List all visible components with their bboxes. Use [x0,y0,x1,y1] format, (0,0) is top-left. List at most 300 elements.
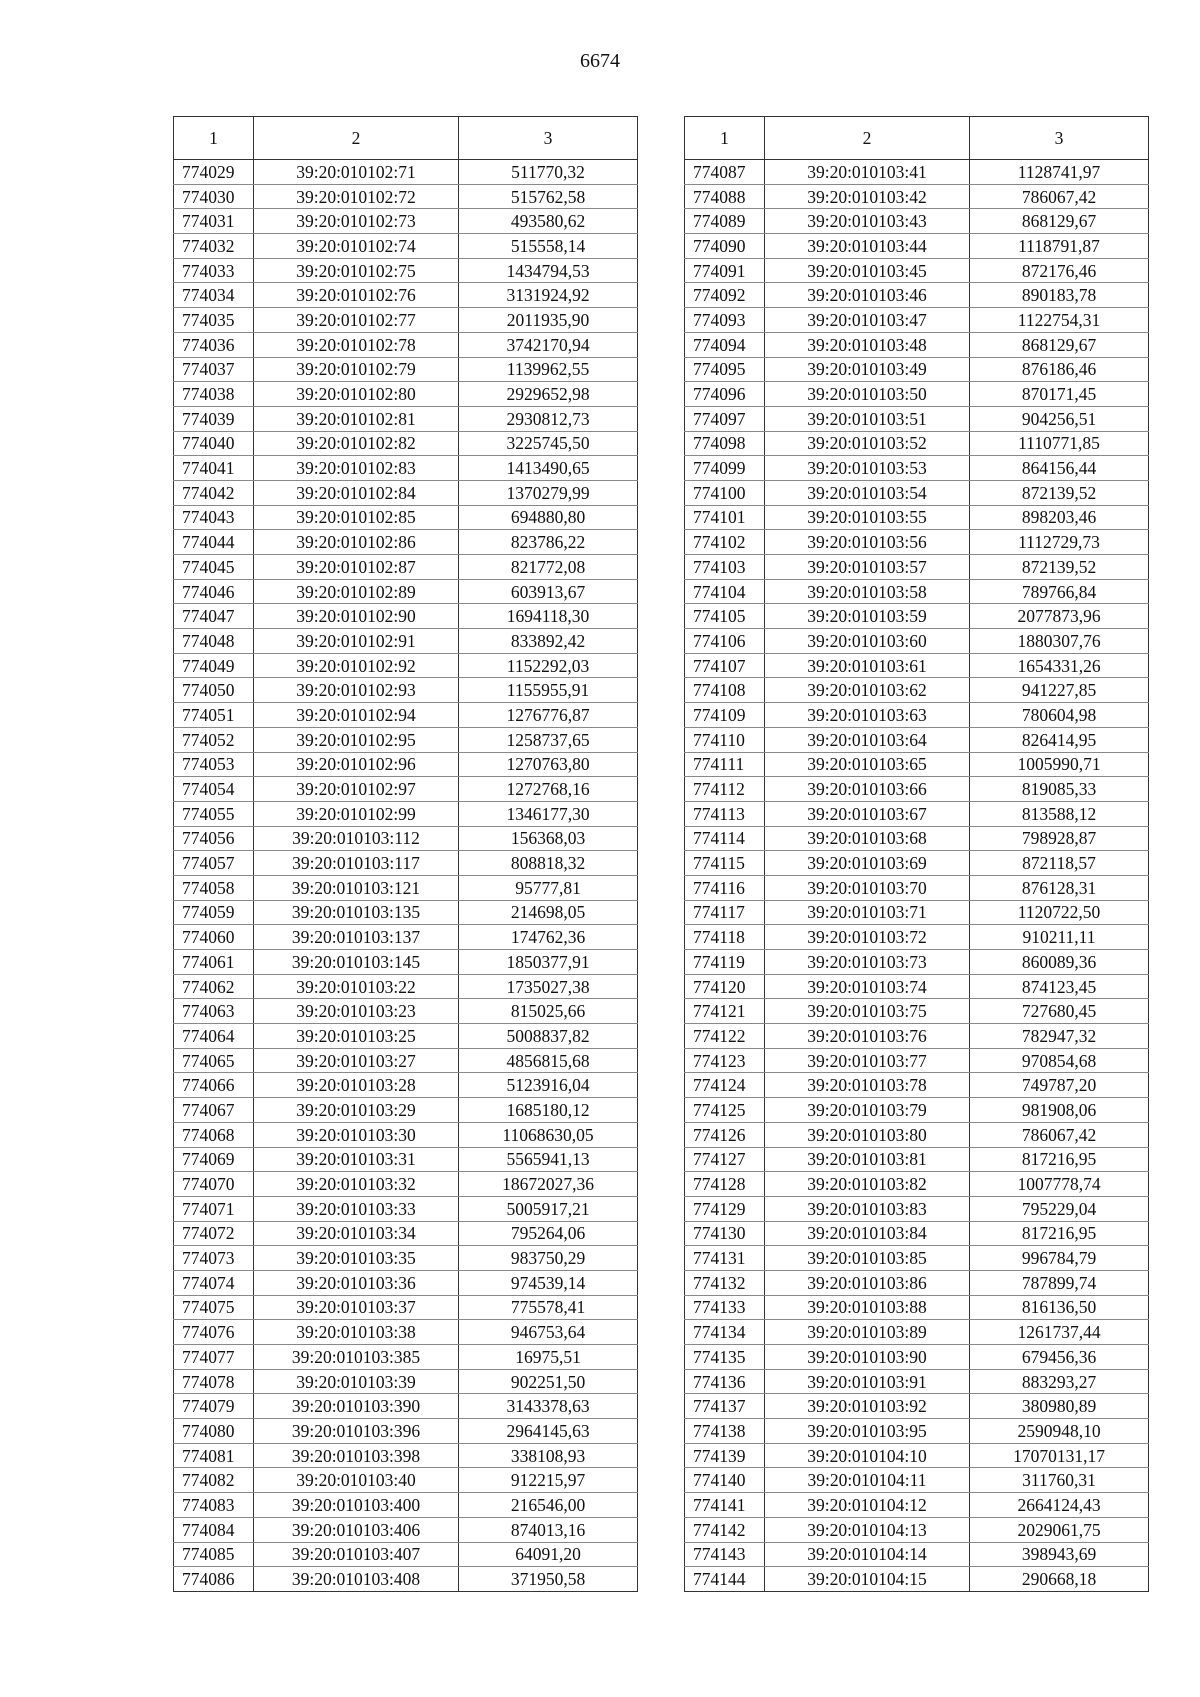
cadastral-number-cell: 39:20:010103:77 [765,1048,970,1073]
record-number-cell: 774051 [174,703,254,728]
table-row [174,1345,638,1370]
table-row [174,777,638,802]
record-number-cell: 774127 [685,1147,765,1172]
table-row [685,1221,1149,1246]
record-number-cell: 774115 [685,851,765,876]
column-header-2: 2 [765,117,970,160]
record-number-cell: 774096 [685,382,765,407]
table-row [174,579,638,604]
cadastral-number-cell: 39:20:010103:62 [765,678,970,703]
record-number-cell: 774069 [174,1147,254,1172]
cadastral-number-cell: 39:20:010103:79 [765,1098,970,1123]
cadastral-number-cell: 39:20:010103:76 [765,1024,970,1049]
cadastral-number-cell: 39:20:010103:34 [254,1221,459,1246]
table-row [174,1196,638,1221]
record-number-cell: 774139 [685,1443,765,1468]
record-number-cell: 774075 [174,1295,254,1320]
value-cell: 95777,81 [459,875,638,900]
value-cell: 3225745,50 [459,431,638,456]
value-cell: 174762,36 [459,925,638,950]
value-cell: 2011935,90 [459,308,638,333]
record-number-cell: 774054 [174,777,254,802]
record-number-cell: 774053 [174,752,254,777]
cadastral-number-cell: 39:20:010102:73 [254,209,459,234]
value-cell: 1005990,71 [970,752,1149,777]
table-row [685,332,1149,357]
table-row [174,530,638,555]
cadastral-number-cell: 39:20:010103:385 [254,1345,459,1370]
cadastral-number-cell: 39:20:010102:76 [254,283,459,308]
cadastral-number-cell: 39:20:010103:135 [254,900,459,925]
record-number-cell: 774050 [174,678,254,703]
table-row [685,1394,1149,1419]
table-row [174,456,638,481]
value-cell: 870171,45 [970,382,1149,407]
cadastral-number-cell: 39:20:010103:25 [254,1024,459,1049]
table-row [685,1196,1149,1221]
record-number-cell: 774130 [685,1221,765,1246]
record-number-cell: 774116 [685,875,765,900]
table-row [174,703,638,728]
table-row [174,1172,638,1197]
record-number-cell: 774100 [685,480,765,505]
record-number-cell: 774111 [685,752,765,777]
table-row [174,1024,638,1049]
record-number-cell: 774125 [685,1098,765,1123]
table-row [174,382,638,407]
cadastral-number-cell: 39:20:010103:390 [254,1394,459,1419]
table-row [685,1295,1149,1320]
value-cell: 823786,22 [459,530,638,555]
cadastral-number-cell: 39:20:010104:12 [765,1493,970,1518]
record-number-cell: 774132 [685,1270,765,1295]
table-row [685,1369,1149,1394]
record-number-cell: 774142 [685,1517,765,1542]
record-number-cell: 774034 [174,283,254,308]
table-row [685,1542,1149,1567]
table-row [685,283,1149,308]
value-cell: 5123916,04 [459,1073,638,1098]
table-row [174,505,638,530]
value-cell: 511770,32 [459,160,638,185]
cadastral-number-cell: 39:20:010104:13 [765,1517,970,1542]
table-row [685,752,1149,777]
table-row [685,1468,1149,1493]
value-cell: 16975,51 [459,1345,638,1370]
table-row [685,1024,1149,1049]
table-row [685,1419,1149,1444]
table-row [685,727,1149,752]
value-cell: 1152292,03 [459,653,638,678]
cadastral-number-cell: 39:20:010103:70 [765,875,970,900]
value-cell: 817216,95 [970,1221,1149,1246]
table-row [174,308,638,333]
record-number-cell: 774067 [174,1098,254,1123]
table-row [685,801,1149,826]
table-row [685,308,1149,333]
cadastral-number-cell: 39:20:010103:82 [765,1172,970,1197]
table-row [685,1270,1149,1295]
record-number-cell: 774114 [685,826,765,851]
record-number-cell: 774104 [685,579,765,604]
record-number-cell: 774061 [174,950,254,975]
value-cell: 1735027,38 [459,974,638,999]
record-number-cell: 774077 [174,1345,254,1370]
cadastral-number-cell: 39:20:010103:55 [765,505,970,530]
table-row [685,1073,1149,1098]
value-cell: 813588,12 [970,801,1149,826]
value-cell: 872139,52 [970,480,1149,505]
value-cell: 1346177,30 [459,801,638,826]
value-cell: 876186,46 [970,357,1149,382]
record-number-cell: 774080 [174,1419,254,1444]
value-cell: 833892,42 [459,629,638,654]
cadastral-number-cell: 39:20:010103:38 [254,1320,459,1345]
cadastral-number-cell: 39:20:010103:73 [765,950,970,975]
cadastral-number-cell: 39:20:010103:61 [765,653,970,678]
cadastral-number-cell: 39:20:010102:84 [254,480,459,505]
cadastral-number-cell: 39:20:010103:80 [765,1122,970,1147]
cadastral-number-cell: 39:20:010103:84 [765,1221,970,1246]
record-number-cell: 774086 [174,1567,254,1592]
value-cell: 5008837,82 [459,1024,638,1049]
record-number-cell: 774085 [174,1542,254,1567]
record-number-cell: 774084 [174,1517,254,1542]
table-row [685,678,1149,703]
value-cell: 1434794,53 [459,258,638,283]
cadastral-number-cell: 39:20:010103:22 [254,974,459,999]
table-row [174,1147,638,1172]
cadastral-number-cell: 39:20:010102:91 [254,629,459,654]
cadastral-number-cell: 39:20:010103:85 [765,1246,970,1271]
table-row [174,925,638,950]
record-number-cell: 774032 [174,234,254,259]
value-cell: 970854,68 [970,1048,1149,1073]
record-number-cell: 774038 [174,382,254,407]
value-cell: 876128,31 [970,875,1149,900]
table-row [685,357,1149,382]
value-cell: 1128741,97 [970,160,1149,185]
value-cell: 815025,66 [459,999,638,1024]
table-row [685,406,1149,431]
table-row [174,999,638,1024]
value-cell: 290668,18 [970,1567,1149,1592]
value-cell: 371950,58 [459,1567,638,1592]
cadastral-number-cell: 39:20:010103:64 [765,727,970,752]
column-header-3: 3 [970,117,1149,160]
table-row [685,653,1149,678]
table-row [685,480,1149,505]
cadastral-number-cell: 39:20:010103:48 [765,332,970,357]
record-number-cell: 774072 [174,1221,254,1246]
value-cell: 974539,14 [459,1270,638,1295]
table-row [685,1172,1149,1197]
cadastral-number-cell: 39:20:010102:74 [254,234,459,259]
cadastral-number-cell: 39:20:010102:77 [254,308,459,333]
table-row [174,801,638,826]
value-cell: 826414,95 [970,727,1149,752]
value-cell: 3143378,63 [459,1394,638,1419]
value-cell: 4856815,68 [459,1048,638,1073]
value-cell: 603913,67 [459,579,638,604]
table-row [685,1443,1149,1468]
record-number-cell: 774062 [174,974,254,999]
value-cell: 17070131,17 [970,1443,1149,1468]
record-number-cell: 774066 [174,1073,254,1098]
record-number-cell: 774093 [685,308,765,333]
value-cell: 2929652,98 [459,382,638,407]
cadastral-number-cell: 39:20:010103:29 [254,1098,459,1123]
record-number-cell: 774117 [685,900,765,925]
column-header-3: 3 [459,117,638,160]
cadastral-number-cell: 39:20:010103:75 [765,999,970,1024]
cadastral-number-cell: 39:20:010102:81 [254,406,459,431]
table-row [174,604,638,629]
record-number-cell: 774121 [685,999,765,1024]
cadastral-number-cell: 39:20:010103:54 [765,480,970,505]
record-number-cell: 774082 [174,1468,254,1493]
record-number-cell: 774129 [685,1196,765,1221]
cadastral-number-cell: 39:20:010102:82 [254,431,459,456]
cadastral-number-cell: 39:20:010103:39 [254,1369,459,1394]
value-cell: 1110771,85 [970,431,1149,456]
cadastral-number-cell: 39:20:010102:83 [254,456,459,481]
column-header-1: 1 [174,117,254,160]
cadastral-number-cell: 39:20:010103:33 [254,1196,459,1221]
record-number-cell: 774042 [174,480,254,505]
value-cell: 868129,67 [970,209,1149,234]
value-cell: 1272768,16 [459,777,638,802]
value-cell: 941227,85 [970,678,1149,703]
value-cell: 821772,08 [459,555,638,580]
table-row [174,900,638,925]
table-row [174,1221,638,1246]
record-number-cell: 774046 [174,579,254,604]
record-number-cell: 774120 [685,974,765,999]
record-number-cell: 774030 [174,184,254,209]
header-row [174,117,638,160]
record-number-cell: 774035 [174,308,254,333]
record-number-cell: 774049 [174,653,254,678]
cadastral-number-cell: 39:20:010103:407 [254,1542,459,1567]
table-row [685,579,1149,604]
table-row [174,826,638,851]
cadastral-number-cell: 39:20:010103:78 [765,1073,970,1098]
record-number-cell: 774070 [174,1172,254,1197]
table-row [174,209,638,234]
record-number-cell: 774081 [174,1443,254,1468]
value-cell: 775578,41 [459,1295,638,1320]
table-row [174,431,638,456]
value-cell: 679456,36 [970,1345,1149,1370]
table-row [685,777,1149,802]
left-table-body [174,160,638,1592]
value-cell: 1007778,74 [970,1172,1149,1197]
table-row [685,950,1149,975]
cadastral-number-cell: 39:20:010103:46 [765,283,970,308]
table-row [685,900,1149,925]
table-row [685,234,1149,259]
table-row [685,1246,1149,1271]
cadastral-number-cell: 39:20:010102:72 [254,184,459,209]
value-cell: 1276776,87 [459,703,638,728]
value-cell: 338108,93 [459,1443,638,1468]
record-number-cell: 774029 [174,160,254,185]
table-row [685,703,1149,728]
record-number-cell: 774101 [685,505,765,530]
value-cell: 5565941,13 [459,1147,638,1172]
record-number-cell: 774098 [685,431,765,456]
table-row [685,456,1149,481]
cadastral-number-cell: 39:20:010103:57 [765,555,970,580]
table-row [685,1147,1149,1172]
value-cell: 1880307,76 [970,629,1149,654]
table-row [174,1073,638,1098]
record-number-cell: 774040 [174,431,254,456]
value-cell: 2590948,10 [970,1419,1149,1444]
record-number-cell: 774108 [685,678,765,703]
record-number-cell: 774047 [174,604,254,629]
value-cell: 872176,46 [970,258,1149,283]
value-cell: 819085,33 [970,777,1149,802]
cadastral-number-cell: 39:20:010103:42 [765,184,970,209]
value-cell: 1122754,31 [970,308,1149,333]
table-row [685,1048,1149,1073]
value-cell: 2077873,96 [970,604,1149,629]
table-row [685,1567,1149,1592]
table-row [174,332,638,357]
record-number-cell: 774110 [685,727,765,752]
record-number-cell: 774059 [174,900,254,925]
table-row [174,974,638,999]
table-row [685,431,1149,456]
table-row [174,1048,638,1073]
value-cell: 2029061,75 [970,1517,1149,1542]
cadastral-number-cell: 39:20:010103:50 [765,382,970,407]
table-row [174,1246,638,1271]
value-cell: 1112729,73 [970,530,1149,555]
right-table [684,116,1149,1592]
cadastral-number-cell: 39:20:010103:59 [765,604,970,629]
table-row [174,678,638,703]
value-cell: 868129,67 [970,332,1149,357]
table-row [174,1369,638,1394]
value-cell: 493580,62 [459,209,638,234]
cadastral-number-cell: 39:20:010102:86 [254,530,459,555]
cadastral-number-cell: 39:20:010103:89 [765,1320,970,1345]
cadastral-number-cell: 39:20:010103:36 [254,1270,459,1295]
cadastral-number-cell: 39:20:010102:79 [254,357,459,382]
record-number-cell: 774118 [685,925,765,950]
cadastral-number-cell: 39:20:010103:406 [254,1517,459,1542]
cadastral-number-cell: 39:20:010103:53 [765,456,970,481]
value-cell: 808818,32 [459,851,638,876]
cadastral-number-cell: 39:20:010103:43 [765,209,970,234]
cadastral-number-cell: 39:20:010103:45 [765,258,970,283]
cadastral-number-cell: 39:20:010103:41 [765,160,970,185]
cadastral-number-cell: 39:20:010104:15 [765,1567,970,1592]
value-cell: 786067,42 [970,1122,1149,1147]
cadastral-number-cell: 39:20:010103:23 [254,999,459,1024]
value-cell: 890183,78 [970,283,1149,308]
cadastral-number-cell: 39:20:010102:89 [254,579,459,604]
record-number-cell: 774134 [685,1320,765,1345]
cadastral-number-cell: 39:20:010103:67 [765,801,970,826]
cadastral-number-cell: 39:20:010103:30 [254,1122,459,1147]
record-number-cell: 774138 [685,1419,765,1444]
record-number-cell: 774128 [685,1172,765,1197]
cadastral-number-cell: 39:20:010102:71 [254,160,459,185]
left-table [173,116,638,1592]
value-cell: 3742170,94 [459,332,638,357]
record-number-cell: 774092 [685,283,765,308]
record-number-cell: 774087 [685,160,765,185]
cadastral-number-cell: 39:20:010103:81 [765,1147,970,1172]
value-cell: 874013,16 [459,1517,638,1542]
cadastral-number-cell: 39:20:010103:49 [765,357,970,382]
record-number-cell: 774037 [174,357,254,382]
value-cell: 1694118,30 [459,604,638,629]
value-cell: 64091,20 [459,1542,638,1567]
value-cell: 786067,42 [970,184,1149,209]
page-number: 6674 [580,50,620,72]
record-number-cell: 774107 [685,653,765,678]
cadastral-number-cell: 39:20:010103:91 [765,1369,970,1394]
value-cell: 910211,11 [970,925,1149,950]
cadastral-number-cell: 39:20:010104:14 [765,1542,970,1567]
record-number-cell: 774089 [685,209,765,234]
value-cell: 380980,89 [970,1394,1149,1419]
table-row [685,505,1149,530]
record-number-cell: 774036 [174,332,254,357]
table-row [174,1270,638,1295]
record-number-cell: 774071 [174,1196,254,1221]
record-number-cell: 774136 [685,1369,765,1394]
record-number-cell: 774102 [685,530,765,555]
table-row [685,258,1149,283]
table-row [685,555,1149,580]
cadastral-number-cell: 39:20:010103:396 [254,1419,459,1444]
cadastral-number-cell: 39:20:010103:65 [765,752,970,777]
right-table-body [685,160,1149,1592]
record-number-cell: 774073 [174,1246,254,1271]
value-cell: 727680,45 [970,999,1149,1024]
value-cell: 780604,98 [970,703,1149,728]
record-number-cell: 774048 [174,629,254,654]
value-cell: 1850377,91 [459,950,638,975]
record-number-cell: 774088 [685,184,765,209]
record-number-cell: 774141 [685,1493,765,1518]
record-number-cell: 774043 [174,505,254,530]
record-number-cell: 774076 [174,1320,254,1345]
cadastral-number-cell: 39:20:010103:32 [254,1172,459,1197]
table-row [685,184,1149,209]
cadastral-number-cell: 39:20:010103:40 [254,1468,459,1493]
cadastral-number-cell: 39:20:010103:69 [765,851,970,876]
record-number-cell: 774122 [685,1024,765,1049]
value-cell: 860089,36 [970,950,1149,975]
record-number-cell: 774131 [685,1246,765,1271]
value-cell: 795264,06 [459,1221,638,1246]
table-row [685,999,1149,1024]
table-row [174,851,638,876]
value-cell: 1685180,12 [459,1098,638,1123]
record-number-cell: 774126 [685,1122,765,1147]
record-number-cell: 774065 [174,1048,254,1073]
value-cell: 904256,51 [970,406,1149,431]
record-number-cell: 774144 [685,1567,765,1592]
record-number-cell: 774140 [685,1468,765,1493]
